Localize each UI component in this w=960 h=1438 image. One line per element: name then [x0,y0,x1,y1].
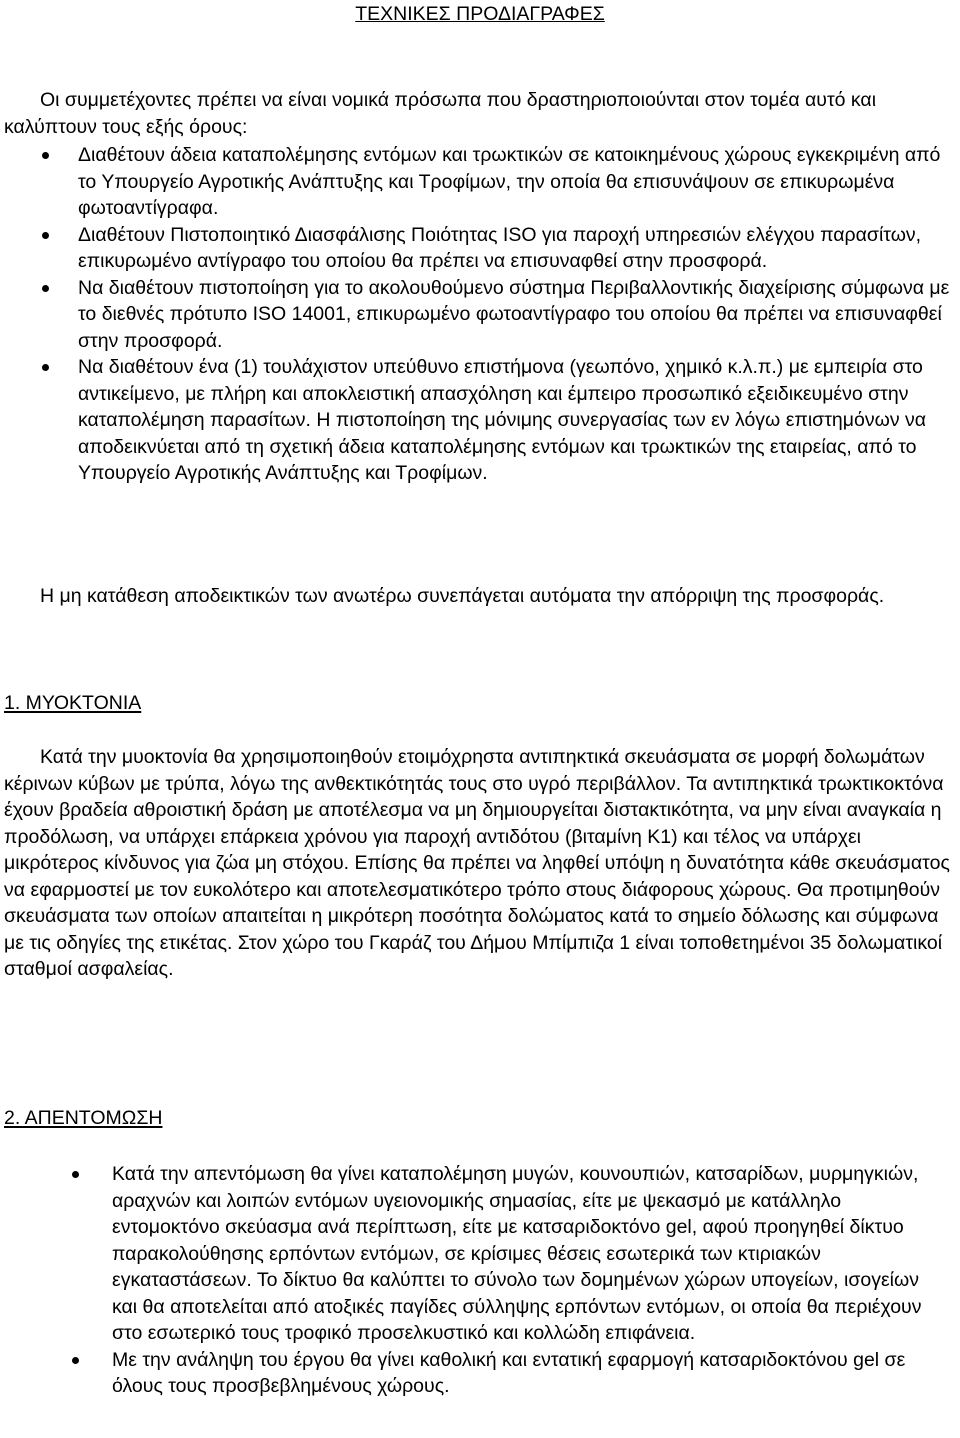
bullet-icon [42,364,49,371]
disinsection-list [112,1161,932,1400]
list-item-text: Με την ανάληψη του έργου θα γίνει καθολική και εντατική εφαρμογή κατσαριδοκτόνου gel σε όλους τους προσβεβλημένους χώρους. [112,1348,906,1397]
list-item [78,222,954,275]
rejection-paragraph [4,583,954,610]
section1-text: Κατά την μυοκτονία θα χρησιμοποιηθούν ετοιμόχρηστα αντιπηκτικά σκευάσματα σε μορφή δολωμάτων κέρινων κύβων με τρύπα, λόγω της ανθεκτικότητάς τους στο υγρό περιβάλλον. Τα αντιπηκτικά τρωκτικοκτόνα έχουν βραδεία αθροιστική δράση με αποτέλεσμα να μη δημιουργείται διστακτικότητα, να μην είναι αναγκαία η προδόλωση, να υπάρχει επάρκεια χρόνου για παροχή αντιδότου (βιταμίνη Κ1) και τέλος να υπάρχει μικρότερος κίνδυνος για ζώα μη στόχου. Επίσης θα πρέπει να ληφθεί υπόψη η δυνατότητα κάθε σκευάσματος να εφαρμοστεί με τον ευκολότερο και αποτελεσματικότερο τρόπο στους διάφορους χώρους. Θα προτιμηθούν σκευάσματα των οποίων απαιτείται η μικρότερη ποσότητα δολώματος κατά το σημείο δόλωσης και σύμφωνα με τις οδηγίες της ετικέτας. Στον χώρο του Γκαράζ του Δήμου Μπίμπιζα 1 είναι τοποθετημένοι 35 δολωματικοί σταθμοί ασφαλείας. [4,746,950,980]
requirements-list [78,142,954,487]
section1-paragraph [4,744,954,983]
bullet-icon [42,232,49,239]
bullet-icon [42,285,49,292]
section-heading-rodent-control: 1. ΜΥΟΚΤΟΝΙΑ [4,692,142,714]
list-item [112,1347,932,1400]
bullet-icon [72,1171,79,1178]
bullet-icon [72,1357,79,1364]
intro-text: Οι συμμετέχοντες πρέπει να είναι νομικά πρόσωπα που δραστηριοποιούνται στον τομέα αυτό και καλύπτουν τους εξής όρους: [4,89,877,138]
list-item-text: Κατά την απεντόμωση θα γίνει καταπολέμηση μυγών, κουνουπιών, κατσαρίδων, μυρμηγκιών, αραχνών και λοιπών εντόμων υγειονομικής σημασίας, είτε με ψεκασμό με κατάλληλο εντομοκτόνο σκεύασμα ανά περίπτωση, είτε με κατσαριδοκτόνο gel, αφού προηγηθεί δίκτυο παρακολούθησης ερπόντων εντόμων, σε κρίσιμες θέσεις εσωτερικά των κτιριακών εγκαταστάσεων. Το δίκτυο θα καλύπτει το σύνολο των δομημένων χώρων υπογείων, ισογείων και θα αποτελείται από ατοξικές παγίδες σύλληψης ερπόντων εντόμων, οι οποία θα περιέχουν στο εσωτερικό τους τροφικό προσελκυστικό και κολλώδη επιφάνεια. [112,1163,922,1344]
bullet-icon [42,152,49,159]
list-item-text: Να διαθέτουν ένα (1) τουλάχιστον υπεύθυνο επιστήμονα (γεωπόνο, χημικό κ.λ.π.) με εμπειρία στο αντικείμενο, με πλήρη και αποκλειστική απασχόληση και έμπειρο προσωπικό εξειδικευμένο στην καταπολέμηση παρασίτων. Η πιστοποίηση της μόνιμης συνεργασίας των εν λόγω επιστημόνων να αποδεικνύεται από τη σχετική άδεια καταπολέμησης εντόμων και τρωκτικών της εταιρείας, από το Υπουργείο Αγροτικής Ανάπτυξης και Τροφίμων. [78,356,927,484]
intro-paragraph [4,87,954,141]
list-item [78,275,954,355]
list-item-text: Να διαθέτουν πιστοποίηση για το ακολουθούμενο σύστημα Περιβαλλοντικής διαχείρισης σύμφωνα με το διεθνές πρότυπο ISO 14001, επικυρωμένο φωτοαντίγραφο του οποίου θα πρέπει να επισυναφθεί στην προσφορά. [78,276,950,352]
list-item [78,354,954,487]
list-item-text: Διαθέτουν Πιστοποιητικό Διασφάλισης Ποιότητας ISO για παροχή υπηρεσιών ελέγχου παρασίτων, επικυρωμένο αντίγραφο του οποίου θα πρέπει να επισυναφθεί στην προσφορά. [78,223,922,272]
list-item-text: Διαθέτουν άδεια καταπολέμησης εντόμων και τρωκτικών σε κατοικημένους χώρους εγκεκριμένη από το Υπουργείο Αγροτικής Ανάπτυξης και Τροφίμων, την οποία θα επισυνάψουν σε επικυρωμένα φωτοαντίγραφα. [78,144,941,219]
list-item [78,142,954,222]
list-item [112,1161,932,1347]
rejection-text: Η μη κατάθεση αποδεικτικών των ανωτέρω συνεπάγεται αυτόματα την απόρριψη της προσφοράς. [40,585,885,607]
page-title: ΤΕΧΝΙΚΕΣ ΠΡΟΔΙΑΓΡΑΦΕΣ [355,3,605,25]
section-heading-disinsection: 2. ΑΠΕΝΤΟΜΩΣΗ [4,1107,163,1129]
